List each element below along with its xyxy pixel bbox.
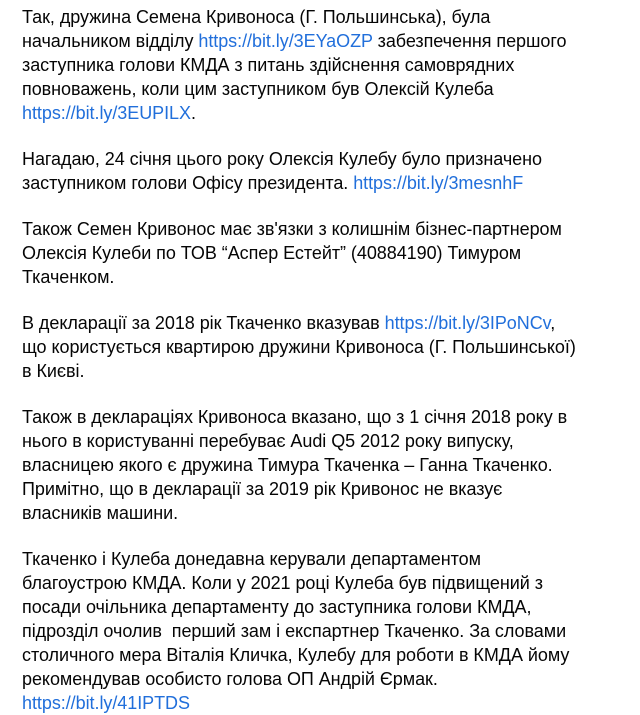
bitly-link[interactable]: https://bit.ly/3EYaOZP	[198, 31, 373, 51]
post-paragraph	[22, 311, 632, 383]
paragraph-text: Ткаченко і Кулеба донедавна керували департаментом благоустрою КМДА. Коли у 2021 році Кулеба був підвищений з посади очільника департаменту до заступника голови КМДА, підрозділ очолив перший зам і експартнер Ткаченко. За словами столичного мера Віталія Кличка, Кулебу для роботи в КМДА йому рекомендував особисто голова ОП Андрій Єрмак.	[22, 549, 570, 689]
bitly-link[interactable]: https://bit.ly/3mesnhF	[353, 173, 524, 193]
post-paragraph	[22, 547, 632, 715]
post-body	[22, 0, 632, 715]
bitly-link[interactable]: https://bit.ly/41IPTDS	[22, 693, 190, 713]
paragraph-text: В декларації за 2018 рік Ткаченко вказував	[22, 313, 385, 333]
post-paragraph	[22, 147, 632, 195]
paragraph-text: , що користується квартирою дружини Кривоноса (Г. Польшинської) в Києві.	[22, 313, 576, 381]
post-paragraph	[22, 0, 632, 125]
paragraph-text: .	[190, 103, 196, 123]
post-paragraph	[22, 217, 632, 289]
bitly-link[interactable]: https://bit.ly/3IPoNCv	[384, 313, 551, 333]
paragraph-text: Також в деклараціях Кривоноса вказано, що з 1 січня 2018 року в нього в користуванні перебуває Audi Q5 2012 року випуску, власницею якого є дружина Тимура Ткаченка – Ганна Ткаченко. Примітно, що в декларації за 2019 рік Кривонос не вказує власників машини.	[22, 407, 568, 523]
bitly-link[interactable]: https://bit.ly/3EUPILX	[22, 103, 191, 123]
paragraph-text: Нагадаю, 24 січня цього року Олексія Кулебу було призначено заступником голови Офісу президента.	[22, 149, 542, 193]
paragraph-text: Також Семен Кривонос має зв'язки з колишнім бізнес-партнером Олексія Кулеби по ТОВ “Аспер Естейт” (40884190) Тимуром Ткаченком.	[22, 219, 562, 287]
paragraph-text: забезпечення першого заступника голови КМДА з питань здійснення самоврядних повноважень, коли цим заступником був Олексій Кулеба	[22, 31, 567, 99]
paragraph-text: Так, дружина Семена Кривоноса (Г. Польшинська), була начальником відділу	[22, 7, 491, 51]
post-paragraph	[22, 405, 632, 525]
